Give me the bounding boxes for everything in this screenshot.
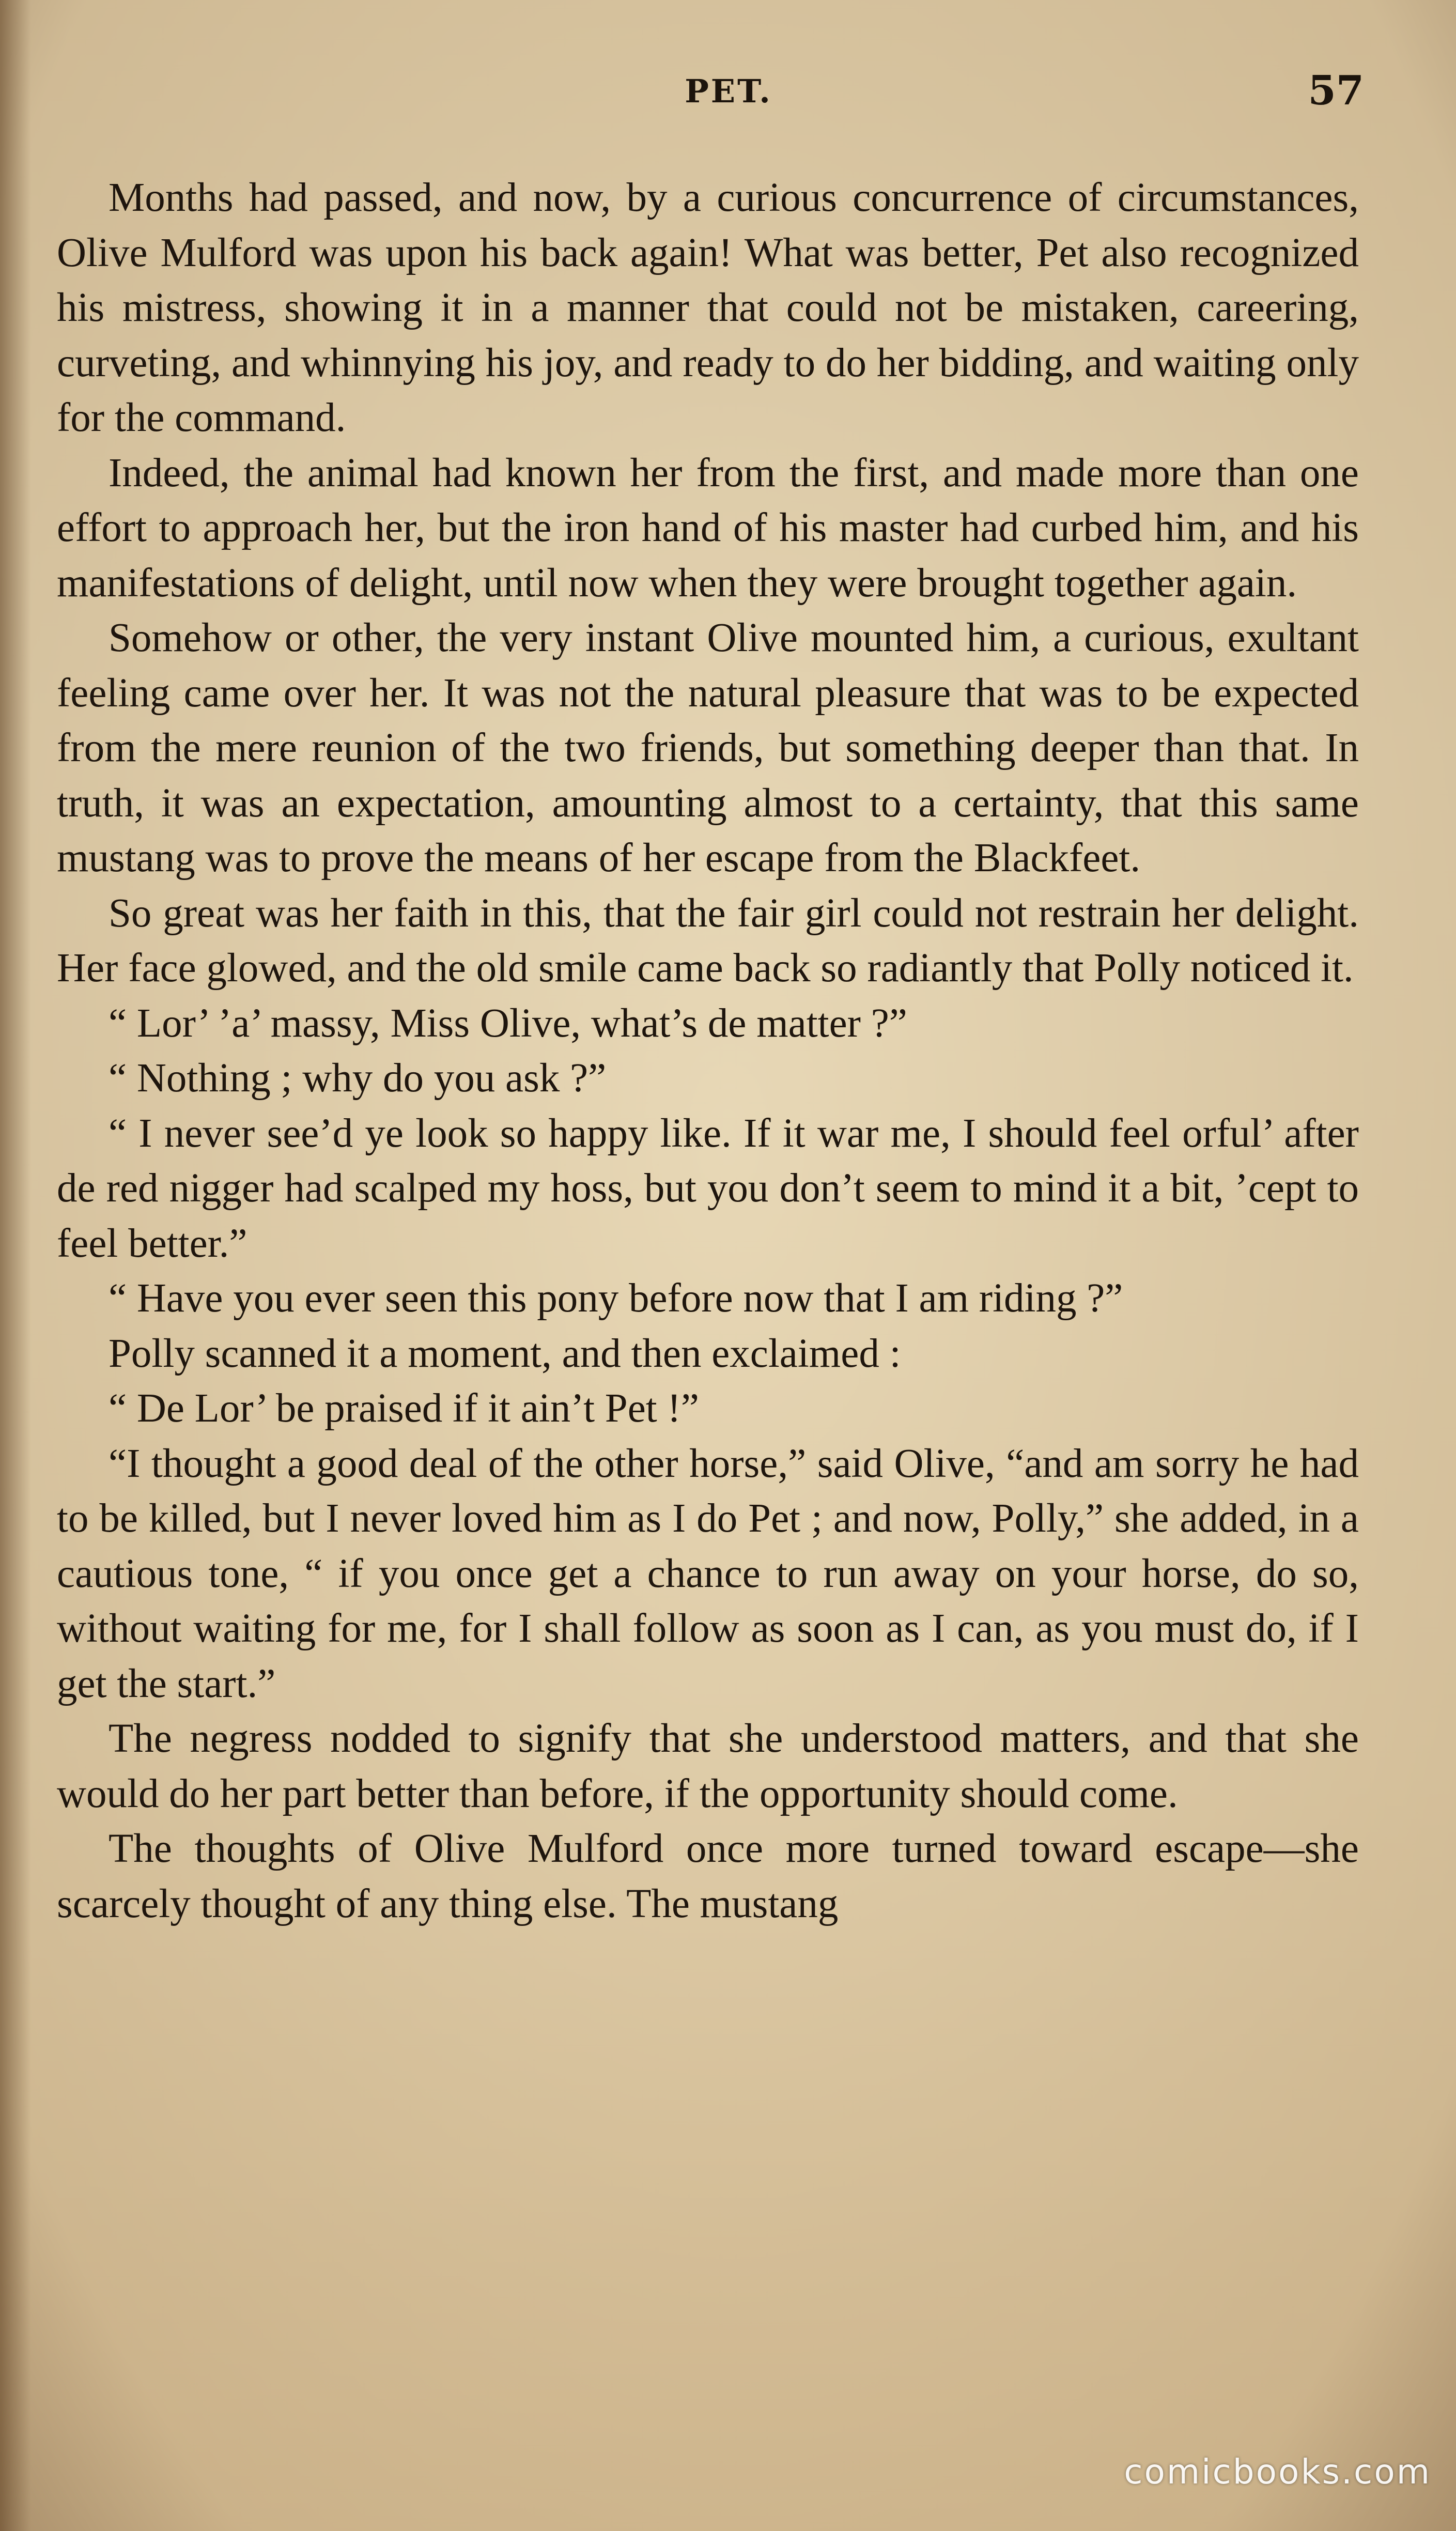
paragraph: “ Have you ever seen this pony before now that I am riding ?” xyxy=(109,1276,1123,1321)
paragraph: “ I never see’d ye look so happy like. If it war me, I should feel orful’ after de red nigger had scalped my hoss, but you don’t seem to mind it a bit, ’cept to feel better.” xyxy=(57,1110,1359,1266)
paragraph: Indeed, the animal had known her from the first, and made more than one effort to approach her, but the iron hand of his master had curbed him, and his manifestations of delight, until now when they were brought together again. xyxy=(57,450,1359,606)
paragraph: “ Lor’ ’a’ massy, Miss Olive, what’s de matter ?” xyxy=(109,1000,907,1046)
paragraph: Polly scanned it a moment, and then exclaimed : xyxy=(109,1331,901,1376)
paragraph: “I thought a good deal of the other horse,” said Olive, “and am sorry he had to be killed, but I never loved him as I do Pet ; and now, Polly,” she added, in a cautious tone, “ if you once get a chance to run away on your horse, do so, without waiting for me, for I shall follow as soon as I can, as you must do, if I get the start.” xyxy=(57,1441,1359,1706)
paragraph: Somehow or other, the very instant Olive mounted him, a curious, exultant feeling came over her. It was not the natural pleasure that was to be expected from the mere reunion of the two friends, but something deeper than that. In truth, it was an expectation, amounting almost to a certainty, that this same mustang was to prove the means of her escape from the Blackfeet. xyxy=(57,615,1359,881)
paragraph: The thoughts of Olive Mulford once more turned toward escape—she scarcely thought of any thing else. The mustang xyxy=(57,1826,1359,1926)
paragraph: “ De Lor’ be praised if it ain’t Pet !” xyxy=(109,1386,699,1431)
paragraph: Months had passed, and now, by a curious concurrence of circumstances, Olive Mulford was upon his back again! What was better, Pet also recognized his mistress, showing it in a manner that could not be mistaken, careering, curveting, and whinnying his joy, and ready to do her bidding, and waiting only for the command. xyxy=(57,175,1359,440)
spine-shadow xyxy=(0,0,31,2531)
paragraph: The negress nodded to signify that she understood matters, and that she would do her part better than before, if the opportunity should come. xyxy=(57,1716,1359,1816)
page-header xyxy=(0,67,1456,129)
running-head: PET. xyxy=(685,72,772,110)
paragraph: So great was her faith in this, that the fair girl could not restrain her delight. Her face glowed, and the old smile came back so radiantly that Polly noticed it. xyxy=(57,890,1359,991)
paragraph: “ Nothing ; why do you ask ?” xyxy=(109,1056,607,1101)
body-text xyxy=(57,171,1359,1932)
page-number: 57 xyxy=(1308,67,1364,114)
watermark: comicbooks.com xyxy=(1124,2452,1431,2492)
